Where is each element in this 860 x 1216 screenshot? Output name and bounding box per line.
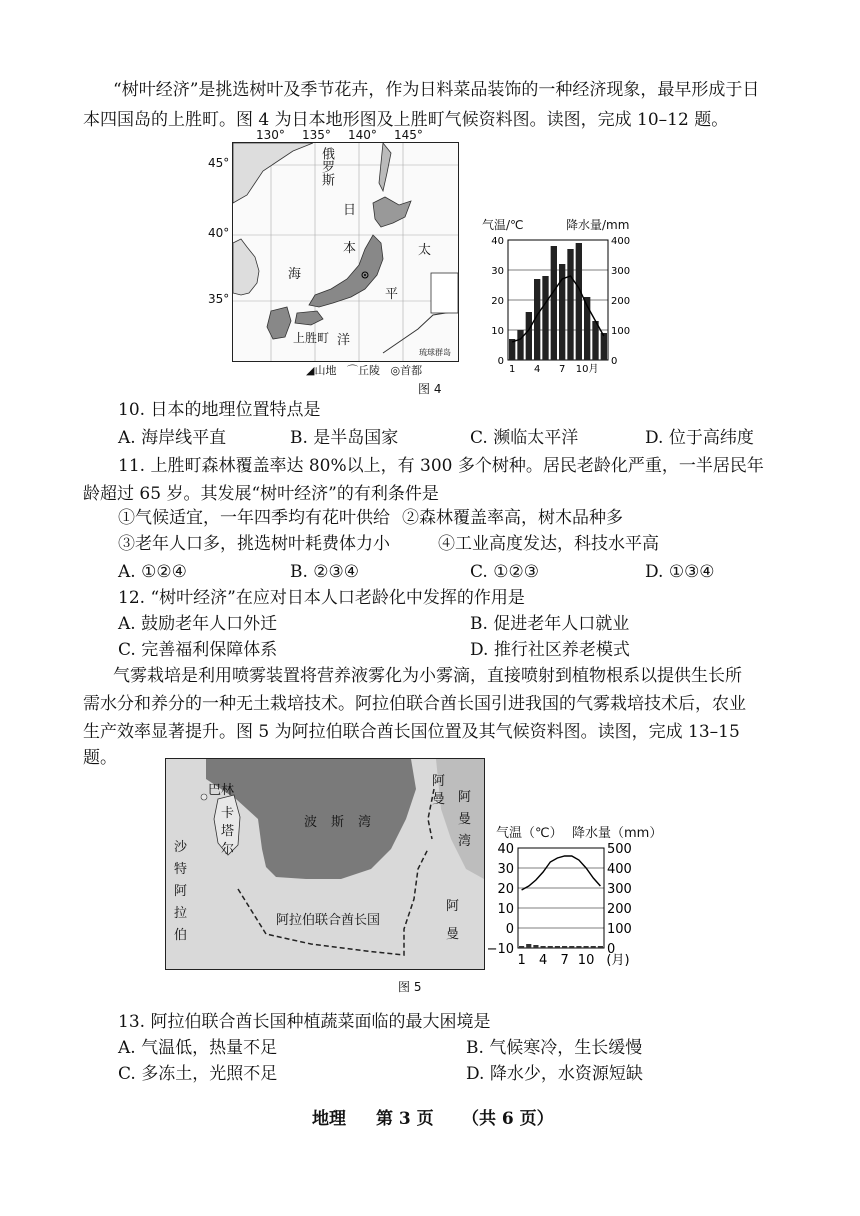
qatar-label: 卡塔尔: [221, 806, 235, 857]
ben-label: 本: [343, 241, 357, 256]
bahrain-label: 巴林: [208, 783, 235, 798]
tai-label: 太: [418, 243, 432, 258]
legend-hill: 丘陵: [357, 364, 380, 377]
q10-option-c[interactable]: C. 濒临太平洋: [470, 428, 579, 448]
hill-icon: ⌒: [346, 364, 358, 377]
chart1-precip-tick: 400: [611, 236, 631, 247]
chart1-precip-bar: [576, 243, 582, 360]
chart1-precip-tick: 200: [611, 296, 631, 307]
intro2-line1: 气雾栽培是利用喷雾装置将营养液雾化为小雾滴，直接喷射到植物根系以提供生长所: [113, 666, 742, 686]
q10-option-d[interactable]: D. 位于高纬度: [645, 428, 754, 448]
chart1-month-tick: 7: [558, 364, 566, 375]
q12-option-a[interactable]: A. 鼓励老年人口外迁: [118, 614, 278, 634]
chart2-month-tick: (月): [606, 953, 630, 968]
lon-135: 135°: [302, 128, 331, 142]
mountain-icon: ◢: [306, 364, 315, 377]
intro2-line3: 生产效率显著提升。图 5 为阿拉伯联合酋长国位置及其气候资料图。读图，完成 13–15: [83, 722, 740, 742]
chart2-month-tick: 1: [517, 953, 526, 968]
chart1-precip-tick: 0: [611, 356, 618, 367]
yang-label: 洋: [337, 333, 351, 348]
ri-label: 日: [343, 203, 357, 218]
chart2-precip-tick: 200: [607, 902, 632, 917]
q12-stem: 12. “树叶经济”在应对日本人口老龄化中发挥的作用是: [118, 588, 525, 608]
chart2-precip-tick: 400: [607, 862, 632, 877]
intro1-line2: 本四国岛的上胜町。图 4 为日本地形图及上胜町气候资料图。读图，完成 10–12 题。: [83, 110, 729, 130]
lat-45: 45°: [208, 156, 230, 170]
chart2-precip-tick: 300: [607, 882, 632, 897]
chart1-precip-bar: [592, 321, 598, 360]
chart2-precip-bar: [548, 946, 553, 948]
chart1-precip-bar: [551, 246, 557, 360]
q11-option-c[interactable]: C. ①②③: [470, 562, 539, 582]
chart1-precip-bar: [526, 312, 532, 360]
chart1-precip-bar: [509, 339, 515, 360]
q11-statement-2: ②森林覆盖率高，树木品种多: [402, 508, 623, 528]
q10-option-a[interactable]: A. 海岸线平直: [118, 428, 227, 448]
chart2-precip-tick: 100: [607, 922, 632, 937]
chart1-temp-tick: 10: [491, 326, 504, 337]
chart2-month-tick: 4: [538, 953, 548, 968]
fig5-caption: 图 5: [398, 980, 422, 994]
chart2-precip-bar: [569, 946, 574, 948]
lon-145: 145°: [394, 128, 423, 142]
chart2-frame: [518, 848, 604, 948]
q12-option-c[interactable]: C. 完善福利保障体系: [118, 640, 278, 660]
chart2-temp-tick: −10: [486, 942, 514, 957]
fig4-caption: 图 4: [418, 382, 442, 396]
chart2-temp-line: [522, 856, 601, 890]
chart1-month-tick: 1: [508, 364, 516, 375]
oman-top-label: 阿曼: [432, 774, 446, 807]
chart1-temp-tick: 40: [491, 236, 504, 247]
ping-label: 平: [385, 287, 399, 302]
chart2-temp-tick: 30: [497, 862, 514, 877]
gulf-of-oman-label: 阿曼湾: [458, 790, 472, 849]
legend-mountain: 山地: [314, 364, 337, 377]
q11-stem-line1: 11. 上胜町森林覆盖率达 80%以上，有 300 多个树种。居民老龄化严重，一半居民年: [118, 456, 764, 476]
chart2-temp-tick: 0: [505, 922, 514, 937]
chart2-temp-tick: 10: [497, 902, 514, 917]
chart2-precip-tick: 500: [607, 842, 632, 857]
fig4-map: [232, 142, 459, 362]
ryukyu-label: 琉球群岛: [419, 348, 451, 357]
chart2-temp-tick: 40: [497, 842, 514, 857]
q11-stem-line2: 龄超过 65 岁。其发展“树叶经济”的有利条件是: [83, 484, 439, 504]
q13-option-a[interactable]: A. 气温低，热量不足: [118, 1038, 278, 1058]
chart2-precip-bar: [598, 946, 603, 948]
chart1-month-tick: 10月: [575, 364, 599, 375]
q10-option-b[interactable]: B. 是半岛国家: [290, 428, 399, 448]
chart2-precip-bar: [591, 946, 596, 948]
chart2-precip-bar: [576, 946, 581, 948]
hai-label: 海: [288, 267, 302, 282]
chart2-month-tick: 10: [577, 953, 595, 968]
chart1-precip-tick: 100: [611, 326, 631, 337]
q13-option-c[interactable]: C. 多冻土，光照不足: [118, 1064, 278, 1084]
chart2-precip-bar: [533, 945, 538, 948]
q12-option-b[interactable]: B. 促进老年人口就业: [470, 614, 630, 634]
lon-130: 130°: [256, 128, 285, 142]
chart1-precip-bar: [567, 249, 573, 360]
fig5-precip-label: 降水量（mm）: [572, 826, 663, 841]
chart1-temp-tick: 20: [491, 296, 504, 307]
q13-option-d[interactable]: D. 降水少，水资源短缺: [466, 1064, 643, 1084]
chart1-temp-tick: 0: [497, 356, 504, 367]
saudi-label: 沙特阿拉伯: [174, 840, 188, 943]
kamikatsu-climate-chart: [488, 230, 638, 380]
chart1-temp-tick: 30: [491, 266, 504, 277]
q12-option-d[interactable]: D. 推行社区养老模式: [470, 640, 630, 660]
chart2-precip-bar: [541, 946, 546, 948]
chart1-precip-bar: [517, 330, 523, 360]
uae-label: 阿拉伯联合酋长国: [276, 913, 381, 928]
chart2-precip-bar: [555, 946, 560, 948]
lat-40: 40°: [208, 226, 230, 240]
intro2-line4: 题。: [83, 748, 117, 768]
chart2-temp-tick: 20: [497, 882, 514, 897]
footer-page: 第 3 页: [376, 1109, 434, 1129]
chart2-precip-bar: [519, 946, 524, 948]
footer-subject: 地理: [312, 1109, 346, 1129]
fig4-precip-label: 降水量/mm: [566, 218, 630, 232]
intro2-line2: 需水分和养分的一种无土栽培技术。阿拉伯联合酋长国引进我国的气雾栽培技术后，农业: [83, 694, 746, 714]
footer-total: （共 6 页）: [462, 1109, 554, 1129]
fig4-legend: [306, 362, 422, 378]
lat-35: 35°: [208, 292, 230, 306]
chart2-precip-tick: 0: [607, 942, 616, 957]
kamikatsu-label: 上胜町: [293, 331, 330, 345]
q11-statement-1: ①气候适宜，一年四季均有花叶供给: [118, 508, 390, 528]
chart1-precip-tick: 300: [611, 266, 631, 277]
chart1-month-tick: 4: [533, 364, 541, 375]
oman-label: 阿曼: [446, 899, 460, 942]
uae-climate-chart: [486, 838, 666, 988]
chart2-precip-bar: [562, 946, 567, 948]
fig5-map: [165, 758, 485, 970]
q11-statement-4: ④工业高度发达，科技水平高: [438, 534, 659, 554]
q11-option-b[interactable]: B. ②③④: [290, 562, 360, 582]
q11-statement-3: ③老年人口多，挑选树叶耗费体力小: [118, 534, 390, 554]
chart1-precip-bar: [601, 333, 607, 360]
fig4-temp-label: 气温/℃: [482, 218, 524, 232]
q11-option-a[interactable]: A. ①②④: [118, 562, 187, 582]
intro1-line1: “树叶经济”是挑选树叶及季节花卉，作为日料菜品装饰的一种经济现象，最早形成于日: [113, 80, 760, 100]
chart1-precip-bar: [542, 276, 548, 360]
russia-label: 俄罗斯: [319, 147, 334, 186]
fig5-temp-label: 气温（℃）: [496, 826, 563, 841]
lon-140: 140°: [348, 128, 377, 142]
q13-option-b[interactable]: B. 气候寒冷，生长缓慢: [466, 1038, 643, 1058]
gulf-label: 波斯湾: [304, 815, 386, 830]
q13-stem: 13. 阿拉伯联合酋长国种植蔬菜面临的最大困境是: [118, 1012, 491, 1032]
chart2-precip-bar: [584, 946, 589, 948]
q10-stem: 10. 日本的地理位置特点是: [118, 400, 321, 420]
chart2-precip-bar: [526, 944, 531, 948]
legend-capital: ◎首都: [390, 364, 423, 377]
chart2-month-tick: 7: [560, 953, 569, 968]
q11-option-d[interactable]: D. ①③④: [645, 562, 715, 582]
